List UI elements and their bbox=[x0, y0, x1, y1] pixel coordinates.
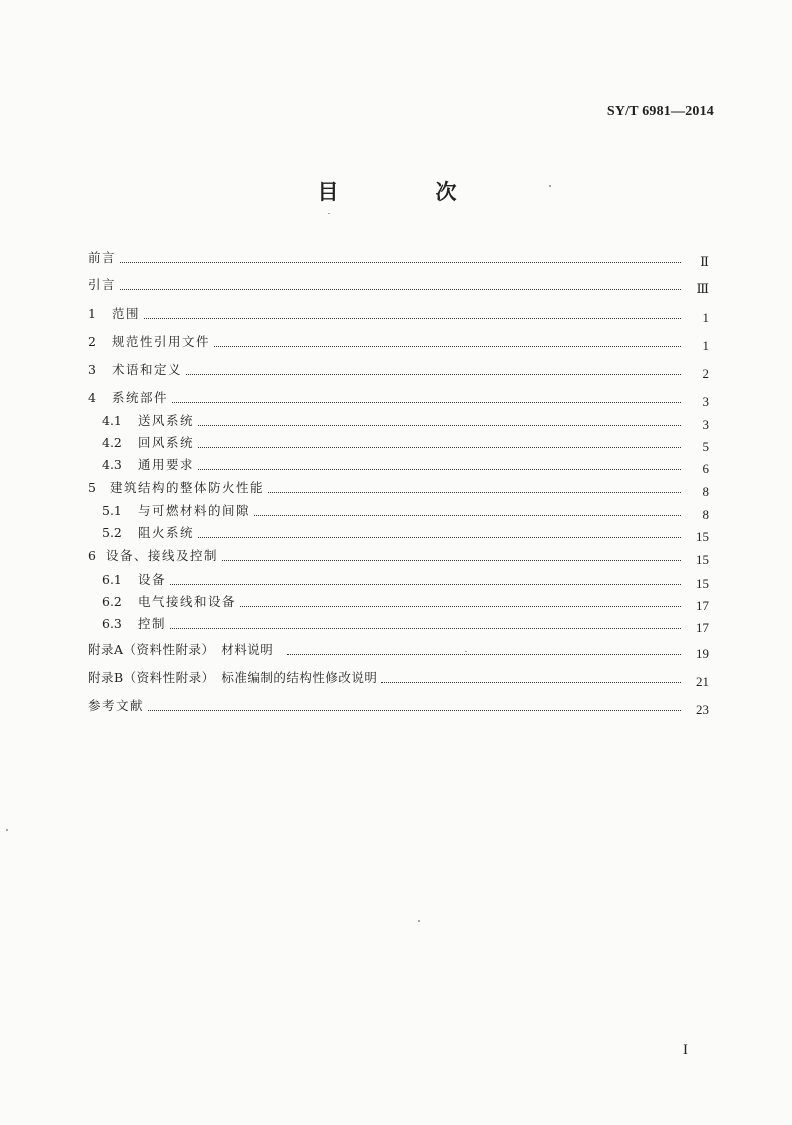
toc-entry-number: 4.2 bbox=[102, 435, 122, 450]
toc-entry-6-3[interactable] bbox=[0, 612, 792, 635]
toc-entry-1[interactable] bbox=[0, 302, 792, 325]
toc-entry-5[interactable] bbox=[0, 476, 792, 499]
toc-entry-page: 19 bbox=[696, 646, 709, 661]
toc-entry-page: 17 bbox=[696, 620, 709, 635]
toc-entry-5-2[interactable] bbox=[0, 521, 792, 544]
toc-entry-number: 4.1 bbox=[102, 413, 122, 428]
toc-entry-number: 6.3 bbox=[102, 616, 122, 631]
toc-entry-label: 参考文献 bbox=[88, 698, 145, 713]
leader-dots bbox=[186, 373, 681, 375]
scan-speck bbox=[465, 651, 467, 652]
toc-entry-label: 设备 bbox=[138, 572, 167, 587]
toc-entry-page: 3 bbox=[702, 394, 709, 409]
leader-dots bbox=[198, 424, 681, 426]
toc-entry-6-1[interactable] bbox=[0, 568, 792, 591]
toc-entry-number: 4 bbox=[88, 390, 96, 405]
leader-dots bbox=[222, 559, 681, 561]
toc-entry-label: 术语和定义 bbox=[112, 362, 183, 377]
toc-entry-page: 21 bbox=[696, 674, 709, 689]
leader-dots bbox=[148, 709, 681, 711]
leader-dots bbox=[381, 681, 681, 683]
scan-speck bbox=[418, 920, 420, 922]
toc-entry-label: 规范性引用文件 bbox=[112, 334, 211, 349]
toc-entry-label: 系统部件 bbox=[112, 390, 169, 405]
toc-entry-label: 回风系统 bbox=[138, 435, 195, 450]
toc-entry-label: 范围 bbox=[112, 306, 141, 321]
standard-code: SY/T 6981—2014 bbox=[606, 104, 714, 119]
leader-dots bbox=[170, 627, 681, 629]
toc-entry-2[interactable] bbox=[0, 330, 792, 353]
leader-dots bbox=[172, 401, 681, 403]
toc-entry-introduction[interactable] bbox=[0, 273, 792, 296]
toc-entry-page: Ⅱ bbox=[700, 254, 709, 269]
toc-entry-page: 17 bbox=[696, 598, 709, 613]
toc-entry-number: 3 bbox=[88, 362, 96, 377]
leader-dots bbox=[198, 446, 681, 448]
toc-entry-page: 8 bbox=[702, 484, 709, 499]
toc-entry-label: 前言 bbox=[88, 250, 117, 265]
toc-entry-number: 1 bbox=[88, 306, 96, 321]
leader-dots bbox=[254, 514, 681, 516]
toc-entry-page: 8 bbox=[702, 507, 709, 522]
toc-entry-foreword[interactable] bbox=[0, 246, 792, 269]
toc-entry-label: 引言 bbox=[88, 277, 117, 292]
toc-entry-label: 电气接线和设备 bbox=[138, 594, 237, 609]
toc-entry-number: 2 bbox=[88, 334, 96, 349]
leader-dots bbox=[198, 536, 681, 538]
toc-entry-3[interactable] bbox=[0, 358, 792, 381]
toc-entry-page: 5 bbox=[702, 439, 709, 454]
toc-entry-number: 6.2 bbox=[102, 594, 122, 609]
toc-entry-page: 23 bbox=[696, 702, 709, 717]
leader-dots bbox=[120, 261, 681, 263]
toc-entry-label: 通用要求 bbox=[138, 457, 195, 472]
toc-entry-label: 建筑结构的整体防火性能 bbox=[110, 480, 265, 495]
toc-entry-page: 15 bbox=[696, 552, 709, 567]
toc-entry-appendix-b[interactable] bbox=[0, 666, 792, 689]
toc-entry-page: 15 bbox=[696, 529, 709, 544]
toc-entry-number: 5.1 bbox=[102, 503, 122, 518]
toc-entry-number: 5.2 bbox=[102, 525, 122, 540]
toc-entry-label: 阻火系统 bbox=[138, 525, 195, 540]
toc-entry-label: 送风系统 bbox=[138, 413, 195, 428]
toc-entry-label: 附录B（资料性附录） 标准编制的结构性修改说明 bbox=[88, 670, 378, 685]
toc-entry-references[interactable] bbox=[0, 694, 792, 717]
toc-entry-6[interactable] bbox=[0, 544, 792, 567]
leader-dots bbox=[287, 653, 681, 655]
scan-speck bbox=[328, 213, 330, 214]
toc-entry-number: 6 bbox=[88, 548, 96, 563]
toc-entry-label: 设备、接线及控制 bbox=[106, 548, 219, 563]
scan-speck bbox=[549, 185, 551, 187]
toc-entry-5-1[interactable] bbox=[0, 499, 792, 522]
toc-entry-4-3[interactable] bbox=[0, 453, 792, 476]
toc-entry-appendix-a[interactable] bbox=[0, 638, 792, 661]
leader-dots bbox=[268, 491, 681, 493]
toc-entry-4[interactable] bbox=[0, 386, 792, 409]
leader-dots bbox=[214, 345, 681, 347]
toc-entry-page: 2 bbox=[702, 366, 709, 381]
toc-entry-4-2[interactable] bbox=[0, 431, 792, 454]
toc-entry-page: Ⅲ bbox=[696, 281, 709, 296]
toc-entry-page: 3 bbox=[702, 417, 709, 432]
scan-speck bbox=[6, 829, 8, 831]
toc-entry-label: 与可燃材料的间隙 bbox=[138, 503, 251, 518]
toc-title: 目 次 bbox=[317, 180, 495, 204]
toc-entry-number: 5 bbox=[88, 480, 96, 495]
toc-entry-number: 6.1 bbox=[102, 572, 122, 587]
toc-entry-4-1[interactable] bbox=[0, 409, 792, 432]
leader-dots bbox=[240, 605, 681, 607]
toc-entry-page: 1 bbox=[702, 310, 709, 325]
toc-entry-page: 1 bbox=[702, 338, 709, 353]
leader-dots bbox=[120, 288, 681, 290]
page-number: I bbox=[683, 1042, 688, 1058]
toc-entry-label: 控制 bbox=[138, 616, 167, 631]
toc-entry-6-2[interactable] bbox=[0, 590, 792, 613]
toc-entry-number: 4.3 bbox=[102, 457, 122, 472]
leader-dots bbox=[170, 583, 681, 585]
toc-entry-label: 附录A（资料性附录） 材料说明 bbox=[88, 642, 274, 657]
leader-dots bbox=[198, 468, 681, 470]
toc-entry-page: 6 bbox=[702, 461, 709, 476]
leader-dots bbox=[144, 317, 681, 319]
toc-entry-page: 15 bbox=[696, 576, 709, 591]
